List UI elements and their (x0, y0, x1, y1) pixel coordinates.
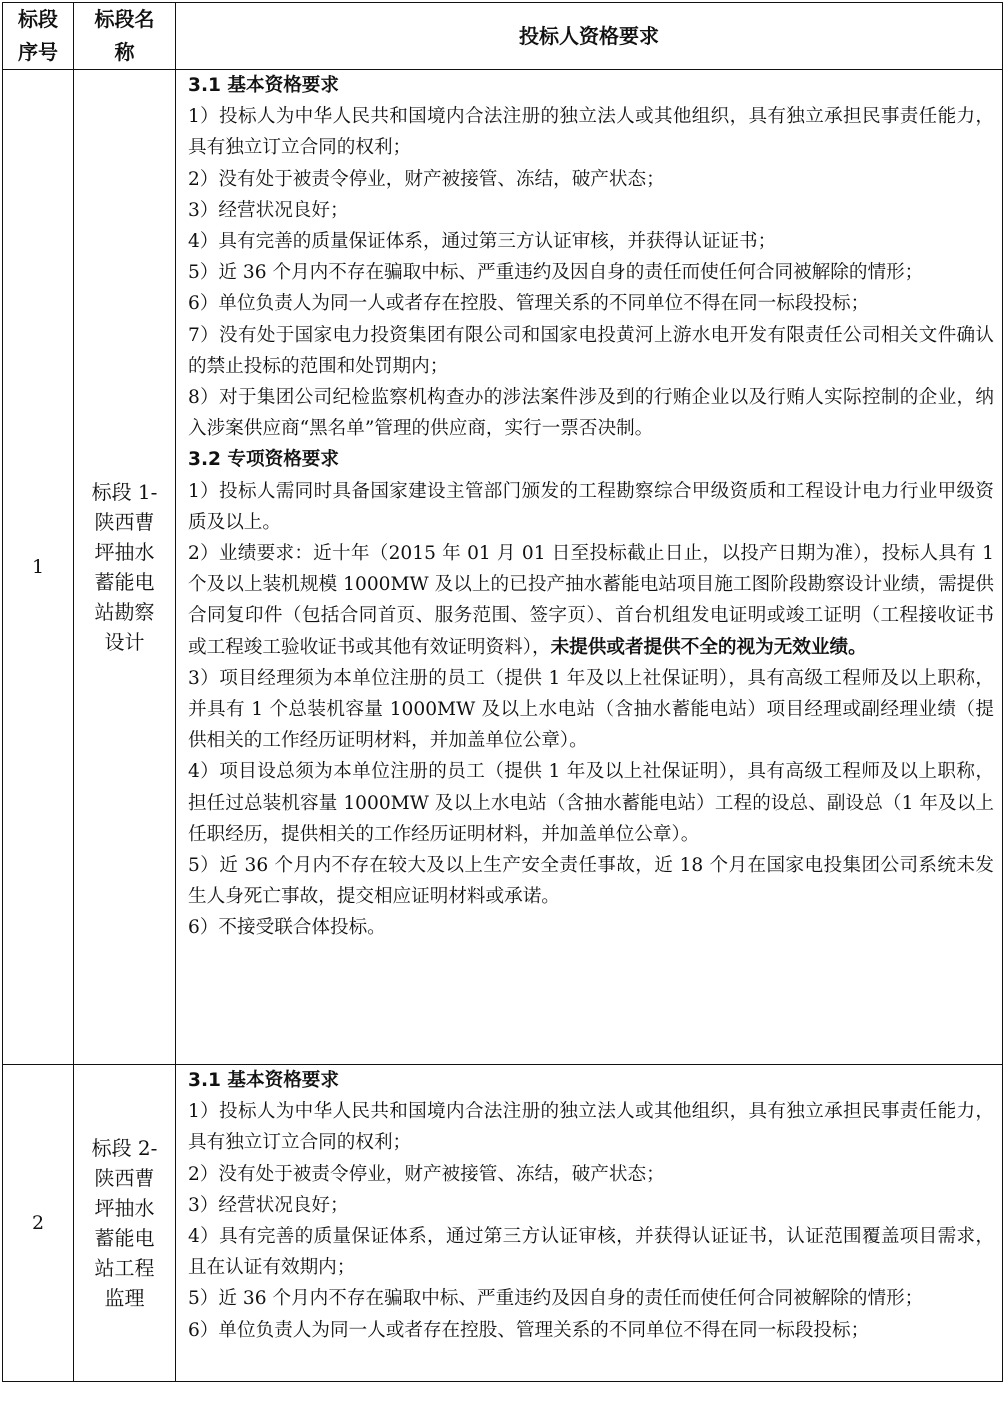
row-seq: 1 (3, 70, 74, 1065)
requirement-item: 6）单位负责人为同一人或者存在控股、管理关系的不同单位不得在同一标段投标； (188, 1319, 870, 1341)
requirement-emphasis: 未提供或者提供不全的视为无效业绩。 (550, 636, 867, 658)
row-name-line: 蓄能电 (94, 570, 155, 594)
row-name-line: 站工程 (94, 1256, 155, 1280)
requirement-item: 7）没有处于国家电力投资集团有限公司和国家电投黄河上游水电开发有限责任公司相关文件确认的禁止投标的范围和处罚期内； (188, 324, 994, 377)
section-title-basic: 3.1 基本资格要求 (188, 1070, 339, 1091)
requirement-item: 4）项目设总须为本单位注册的员工（提供 1 年及以上社保证明），具有高级工程师及以上职称，担任过总装机容量 1000MW 及以上水电站（含抽水蓄能电站）工程的设总、副设总（1 年及以上任职经历，提供相关的工作经历证明材料，并加盖单位公章）。 (188, 761, 994, 845)
requirement-item: 5）近 36 个月内不存在骗取中标、严重违约及因自身的责任而使任何合同被解除的情形； (188, 1288, 924, 1310)
header-name-line2: 称 (114, 40, 135, 64)
row-seq: 2 (3, 1065, 74, 1382)
row-name-line: 标段 2- (91, 1136, 158, 1160)
row-name-line: 监理 (104, 1286, 145, 1310)
row-name-line: 标段 1- (91, 480, 158, 504)
row-name-line: 坪抽水 (94, 1196, 155, 1220)
requirement-item: 3）经营状况良好； (188, 199, 349, 221)
requirement-item: 6）单位负责人为同一人或者存在控股、管理关系的不同单位不得在同一标段投标； (188, 293, 870, 315)
row-name (74, 70, 176, 1065)
requirements-clip (188, 1065, 994, 1381)
row-name-line: 站勘察 (94, 600, 155, 624)
requirement-item: 1）投标人为中华人民共和国境内合法注册的独立法人或其他组织，具有独立承担民事责任能力，具有独立订立合同的权利； (188, 1101, 994, 1154)
row-name-line: 坪抽水 (94, 540, 155, 564)
table-row (3, 70, 1003, 1065)
requirement-item: 6）不接受联合体投标。 (188, 917, 386, 939)
row-requirements (176, 1065, 1003, 1382)
requirement-item: 4）具有完善的质量保证体系，通过第三方认证审核，并获得认证证书； (188, 231, 777, 253)
table-row (3, 1065, 1003, 1382)
row-name-line: 陕西曹 (94, 1166, 155, 1190)
header-seq (3, 3, 74, 70)
header-name (74, 3, 176, 70)
row-name-line: 蓄能电 (94, 1226, 155, 1250)
requirement-item: 1）投标人为中华人民共和国境内合法注册的独立法人或其他组织，具有独立承担民事责任能力，具有独立订立合同的权利； (188, 106, 994, 159)
header-row (3, 3, 1003, 70)
row-name (74, 1065, 176, 1382)
qualification-table (2, 2, 1003, 1382)
requirement-item: 5）近 36 个月内不存在骗取中标、严重违约及因自身的责任而使任何合同被解除的情形； (188, 262, 924, 284)
header-seq-line2: 序号 (18, 40, 58, 64)
row-name-line: 设计 (104, 630, 145, 654)
requirement-item: 5）近 36 个月内不存在较大及以上生产安全责任事故，近 18 个月在国家电投集团公司系统未发生人身死亡事故，提交相应证明材料或承诺。 (188, 855, 994, 908)
header-seq-line1: 标段 (18, 7, 58, 31)
requirement-item (188, 538, 994, 663)
requirement-item: 3）经营状况良好； (188, 1194, 349, 1216)
row-name-line: 陕西曹 (94, 510, 155, 534)
section-title-basic: 3.1 基本资格要求 (188, 75, 339, 96)
header-requirements: 投标人资格要求 (176, 3, 1003, 70)
requirement-item: 8）对于集团公司纪检监察机构查办的涉法案件涉及到的行贿企业以及行贿人实际控制的企业，纳入涉案供应商“黑名单”管理的供应商，实行一票否决制。 (188, 387, 994, 440)
requirement-item: 2）没有处于被责令停业，财产被接管、冻结，破产状态； (188, 1163, 665, 1185)
requirement-item: 4）具有完善的质量保证体系，通过第三方认证审核，并获得认证证书，认证范围覆盖项目需求，且在认证有效期内； (188, 1226, 994, 1279)
requirement-text: 2）业绩要求：近十年（2015 年 01 月 01 日至投标截止日止，以投产日期为准），投标人具有 1 个及以上装机规模 1000MW 及以上的已投产抽水蓄能电站项目施工图阶段勘察设计业绩，需提供合同复印件（包括合同首页、服务范围、签字页）、首台机组发电证明或竣工证明（工程接收证书或工程竣工验收证书或其他有效证明资料）， (188, 543, 994, 658)
requirement-item: 3）项目经理须为本单位注册的员工（提供 1 年及以上社保证明），具有高级工程师及以上职称，并具有 1 个总装机容量 1000MW 及以上水电站（含抽水蓄能电站）项目经理或副经理业绩（提供相关的工作经历证明材料，并加盖单位公章）。 (188, 667, 994, 752)
requirement-item: 1）投标人需同时具备国家建设主管部门颁发的工程勘察综合甲级资质和工程设计电力行业甲级资质及以上。 (188, 480, 994, 533)
section-title-special: 3.2 专项资格要求 (188, 449, 339, 471)
row-requirements (176, 70, 1003, 1065)
header-name-line1: 标段名 (94, 7, 155, 31)
requirement-item: 2）没有处于被责令停业，财产被接管、冻结，破产状态； (188, 168, 665, 190)
